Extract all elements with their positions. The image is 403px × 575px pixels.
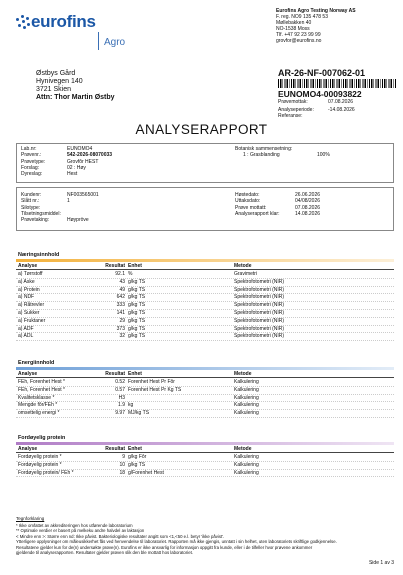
type-label: Prøvetype:	[21, 158, 46, 165]
result-value: 1.9	[118, 402, 125, 409]
column-header-metode: Metode	[234, 263, 252, 269]
method: Spektrofotometri (NIR)	[234, 333, 285, 340]
forslag-value: 02 : Høy	[67, 164, 86, 171]
recipient-city: 3721 Skien	[36, 86, 72, 93]
received-label: Prøvemottak:	[278, 99, 308, 105]
date-value: 14.08.2026	[295, 210, 321, 217]
company-line: F. reg. NO9 135 478 53	[276, 14, 328, 20]
column-header-resultat: Resultat	[105, 446, 125, 452]
kunde-value: NF003565001	[67, 192, 99, 198]
botanical-label: Botanisk sammensetning:	[235, 146, 293, 152]
unit: g/kg TS	[128, 333, 146, 340]
analyte-name: Mengde fôr/FEh *	[18, 402, 58, 409]
period-label: Analyseperiode:	[278, 107, 314, 113]
unit: g/Forenhet Hest	[128, 469, 164, 476]
provetaking-label: Prøvetaking:	[21, 217, 50, 224]
legend-line: < Mindre enn >: Større enn nd: Ikke påvist. Bakteriologiske resultater angitt som <1,<50 e.l. betyr 'ikke påvist'.	[16, 533, 225, 539]
slatt-label: Slått nr.:	[21, 198, 40, 205]
analyte-name: a) Sukker	[18, 310, 40, 316]
section-title: Energiinnhold	[18, 360, 55, 366]
method: Kalkulering	[234, 469, 259, 476]
brand-division: Agro	[104, 37, 126, 48]
result-value: 29	[119, 317, 125, 324]
botanical-pct: 100%	[317, 152, 330, 158]
tils-label: Tilsetningsmiddel:	[21, 210, 61, 217]
result-value: 0.57	[115, 386, 125, 393]
analyte-name: FEh, Forenhet Hest *	[18, 379, 65, 385]
table-row	[16, 279, 394, 287]
section-color-bar	[16, 367, 394, 370]
method: Spektrofotometri (NIR)	[234, 317, 285, 324]
company-email[interactable]: grovfor@eurofins.no	[276, 38, 322, 44]
table-header	[16, 371, 394, 378]
unit: Forenhet Hest Pr Kg TS	[128, 386, 182, 393]
date-value: 04/08/2026	[295, 198, 321, 205]
date-label: Analyserapport klar:	[235, 210, 280, 217]
date-label: Prøve mottatt:	[235, 204, 267, 211]
date-value: 07.08.2026	[295, 204, 321, 211]
column-header-analyse: Analyse	[18, 446, 38, 452]
analyte-name: Fordøyelig protein *	[18, 461, 62, 468]
method: Spektrofotometri (NIR)	[234, 278, 285, 285]
legend-line: gjeldende til analyserapporten. Resultater gjelder prøven slik den ble mottatt hos laboratoriet.	[16, 550, 193, 556]
analyte-name: a) Aske	[18, 278, 35, 285]
sample-info-box	[16, 143, 394, 183]
legend-header: Tegnforklaring	[16, 516, 45, 521]
section-title: Fordøyelig protein	[18, 435, 66, 441]
company-line: NO-1538 Moss	[276, 26, 310, 32]
column-header-resultat: Resultat	[105, 371, 125, 377]
table-row	[16, 410, 394, 418]
unit: g/kg Fôr	[128, 454, 147, 460]
table-row	[16, 402, 394, 410]
column-header-analyse: Analyse	[18, 371, 38, 377]
report-id-block	[278, 68, 396, 119]
analyte-name: a) Protein	[18, 286, 40, 293]
method: Kalkulering	[234, 454, 259, 460]
result-value: 18	[119, 469, 125, 476]
company-line: Møllebakken 40	[276, 20, 312, 26]
forslag-label: Forslag:	[21, 164, 40, 171]
table-row	[16, 287, 394, 295]
result-value: 0.52	[115, 379, 125, 385]
method: Kalkulering	[234, 379, 259, 385]
column-header-enhet: Enhet	[128, 371, 142, 377]
date-label: Uttaksdato:	[235, 198, 261, 205]
reference-label: Referanse:	[278, 113, 303, 119]
company-info	[276, 8, 398, 44]
kunde-label: Kundenr:	[21, 192, 42, 198]
prove-label: Prøvenr.:	[21, 152, 42, 159]
unit: Forenhet Hest Pr Fôr	[128, 379, 175, 385]
unit: g/kg TS	[128, 325, 146, 332]
table-row	[16, 387, 394, 395]
analyte-name: omsettelig energi *	[18, 410, 60, 417]
recipient-attn: Attn: Thor Martin Østby	[36, 94, 115, 101]
table-row	[16, 318, 394, 326]
analyte-name: Fordøyelig protein *	[18, 454, 62, 460]
method: Kalkulering	[234, 461, 259, 468]
method: Kalkulering	[234, 386, 259, 393]
unit: g/kg TS	[128, 317, 146, 324]
date-value: 26.06.2026	[295, 192, 321, 198]
table-row	[16, 333, 394, 341]
table-row	[16, 302, 394, 310]
period-value: -14.08.2026	[328, 107, 355, 113]
company-line: Tlf. +47 92 23 99 99	[276, 32, 321, 38]
result-value: 9.97	[115, 410, 125, 417]
table-row	[16, 271, 394, 279]
customer-info-box	[16, 187, 394, 231]
unit: g/kg TS	[128, 310, 146, 316]
barcode	[278, 79, 396, 88]
column-header-resultat: Resultat	[105, 263, 125, 269]
column-header-metode: Metode	[234, 446, 252, 452]
result-value: 642	[116, 294, 125, 301]
unit: kg	[128, 402, 134, 409]
brand-name: eurofins	[31, 12, 96, 31]
company-name: Eurofins Agro Testing Norway AS	[276, 8, 356, 14]
legend-line: Ytterligere opplysninger om måleusikkerhet fås ved henvendelse til laboratoriet. Rapporten må ikke gjengis, unntatt i sin helhet, uten laboratoriets skriftlige godkjennelse.	[16, 539, 337, 545]
analyte-name: a) Råtrevler	[18, 302, 45, 309]
result-value: H3	[118, 394, 125, 401]
lab-value: EUNOMO4	[67, 146, 93, 152]
silo-label: Silotype:	[21, 204, 41, 211]
method: Spektrofotometri (NIR)	[234, 286, 285, 293]
analyte-name: a) ADL	[18, 333, 34, 340]
column-header-metode: Metode	[234, 371, 252, 377]
table-row	[16, 310, 394, 318]
result-value: 333	[116, 302, 125, 309]
table-row	[16, 395, 394, 403]
botanical-item: 1 : Grasblanding	[243, 152, 280, 158]
recipient-street: Hynivegen 140	[36, 78, 83, 85]
unit: g/kg TS	[128, 461, 146, 468]
recipient-name: Østbys Gård	[36, 70, 76, 77]
slatt-value: 1	[67, 198, 70, 205]
result-value: 9	[122, 454, 125, 460]
result-value: 373	[116, 325, 125, 332]
type-value: Grovfôr HEST	[67, 158, 99, 165]
legend-line: Resultatene gjelder kun for de(n) undersøkte prøve(n). Eurofins er ikke ansvarlig for informasjon oppgitt fra kunde, eller i de tilfeller hvor prøvene ankommer	[16, 544, 313, 550]
analyte-name: a) Fruktaner	[18, 317, 46, 324]
table-header	[16, 446, 394, 453]
column-header-analyse: Analyse	[18, 263, 38, 269]
analyte-name: a) ADF	[18, 325, 34, 332]
logo-dots-icon	[16, 15, 30, 29]
column-header-enhet: Enhet	[128, 446, 142, 452]
unit: g/kg TS	[128, 278, 146, 285]
table-row	[16, 379, 394, 387]
prove-value: 542-2026-08070033	[67, 152, 113, 159]
eurofins-logo	[16, 10, 134, 50]
result-value: 49	[119, 286, 125, 293]
result-value: 92.1	[115, 271, 125, 277]
date-label: Høstedato:	[235, 192, 260, 198]
table-row	[16, 454, 394, 462]
result-value: 32	[119, 333, 125, 340]
method: Spektrofotometri (NIR)	[234, 294, 285, 301]
ar-number: AR-26-NF-007062-01	[278, 68, 366, 78]
page-number: Side 1 av 3	[368, 560, 394, 566]
lab-label: Lab.nr:	[21, 146, 37, 152]
section-title: Næringsinnhold	[18, 252, 60, 258]
table-row	[16, 462, 394, 470]
table-row	[16, 326, 394, 334]
unit: %	[128, 271, 133, 277]
unit: MJ/kg TS	[128, 410, 150, 417]
method: Spektrofotometri (NIR)	[234, 310, 285, 316]
analyte-name: Fordøyelig protein/ FEh *	[18, 469, 74, 476]
method: Spektrofotometri (NIR)	[234, 302, 285, 309]
column-header-enhet: Enhet	[128, 263, 142, 269]
provetaking-value: Høypröve	[67, 217, 89, 224]
dyreslag-value: Hest	[67, 171, 78, 178]
unit: g/kg TS	[128, 302, 146, 309]
section-color-bar	[16, 442, 394, 445]
result-value: 43	[119, 278, 125, 285]
table-header	[16, 263, 394, 270]
table-row	[16, 470, 394, 478]
unit: g/kg TS	[128, 294, 146, 301]
footer-legend	[16, 516, 394, 555]
page-title: ANALYSERAPPORT	[135, 122, 268, 137]
received-date: 07.08.2026	[328, 99, 354, 105]
section-color-bar	[16, 259, 394, 262]
sample-code: EUNOMO4-00093822	[278, 89, 362, 99]
analyte-name: a) Tørrstoff	[18, 271, 43, 277]
method: Kalkulering	[234, 394, 259, 401]
result-value: 10	[119, 461, 125, 468]
method: Spektrofotometri (NIR)	[234, 325, 285, 332]
method: Gravimetri	[234, 271, 258, 277]
dyreslag-label: Dyreslag:	[21, 171, 43, 178]
legend-line: * Ikke omfattet av akkrediteringen hos utførende laboratorium	[16, 523, 133, 528]
analyte-name: FEh, Forenhet Hest *	[18, 386, 65, 393]
method: Kalkulering	[234, 410, 259, 417]
method: Kalkulering	[234, 402, 259, 409]
recipient-address	[36, 70, 115, 102]
analyte-name: a) NDF	[18, 294, 35, 301]
table-row	[16, 294, 394, 302]
analyte-name: Kvalitetsklasse *	[18, 394, 55, 401]
result-value: 141	[116, 310, 125, 316]
unit: g/kg TS	[128, 286, 146, 293]
legend-line: ** Optimale verdier er basert på melkeku andre halvdel av laktasjon	[16, 528, 145, 534]
